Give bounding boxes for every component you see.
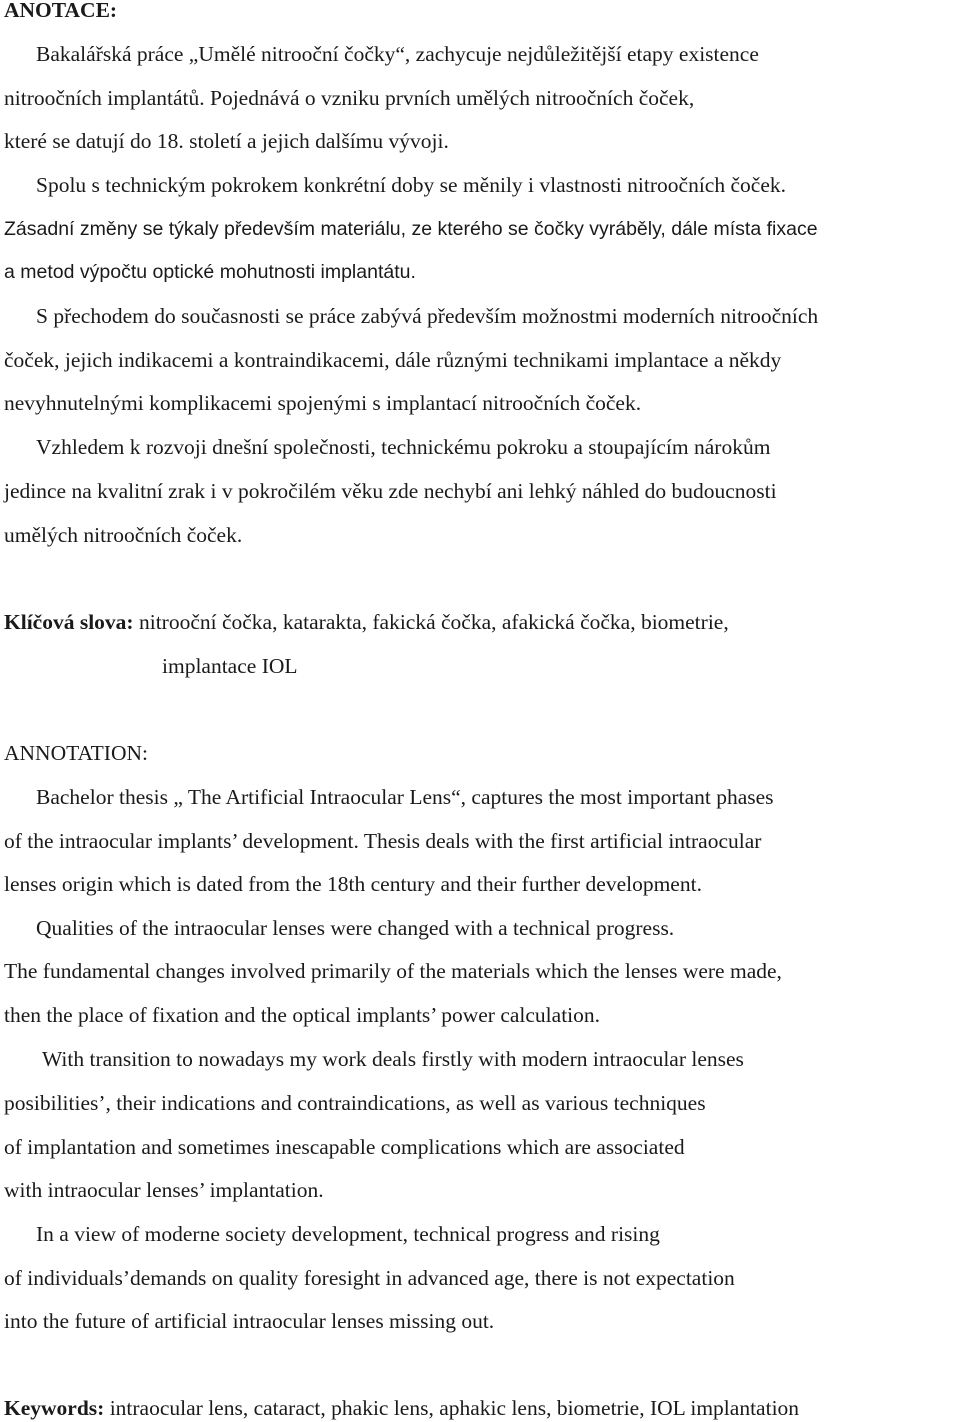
anotace-line: nitroočních implantátů. Pojednává o vzniku prvních umělých nitroočních čoček,: [4, 86, 695, 110]
keywords-text: intraocular lens, cataract, phakic lens, aphakic lens, biometrie, IOL implantation: [104, 1396, 800, 1420]
anotace-line: Spolu s technickým pokrokem konkrétní doby se měnily i vlastnosti nitroočních čoček.: [36, 173, 786, 197]
klicova-slova-line: [4, 608, 729, 636]
keywords-label: Keywords:: [4, 1396, 105, 1420]
annotation-line: posibilities’, their indications and contraindications, as well as various techniques: [4, 1091, 706, 1115]
anotace-heading: ANOTACE:: [4, 0, 118, 22]
anotace-line: S přechodem do současnosti se práce zabývá především možnostmi moderních nitroočních: [36, 304, 819, 328]
anotace-line: nevyhnutelnými komplikacemi spojenými s implantací nitroočních čoček.: [4, 391, 642, 415]
annotation-line: with intraocular lenses’ implantation.: [4, 1178, 324, 1202]
anotace-line: které se datují do 18. století a jejich dalšímu vývoji.: [4, 129, 449, 153]
annotation-line: With transition to nowadays my work deals firstly with modern intraocular lenses: [42, 1047, 744, 1071]
annotation-line: In a view of moderne society development, technical progress and rising: [36, 1222, 660, 1246]
klicova-slova-line2: implantace IOL: [162, 654, 298, 678]
annotation-line: Bachelor thesis „ The Artificial Intraocular Lens“, captures the most important phases: [36, 785, 774, 809]
annotation-line: then the place of fixation and the optical implants’ power calculation.: [4, 1003, 601, 1027]
annotation-line: of the intraocular implants’ development. Thesis deals with the first artificial intraocular: [4, 829, 762, 853]
anotace-line: jedince na kvalitní zrak i v pokročilém věku zde nechybí ani lehký náhled do budoucnosti: [4, 479, 777, 503]
annotation-line: The fundamental changes involved primarily of the materials which the lenses were made,: [4, 959, 782, 983]
anotace-line: a metod výpočtu optické mohutnosti implantátu.: [4, 261, 416, 283]
keywords-line: [4, 1394, 799, 1422]
annotation-line: of individuals’demands on quality foresight in advanced age, there is not expectation: [4, 1266, 735, 1290]
annotation-heading: ANNOTATION:: [4, 741, 148, 765]
annotation-line: Qualities of the intraocular lenses were changed with a technical progress.: [36, 916, 675, 940]
klicova-slova-label: Klíčová slova:: [4, 610, 134, 634]
annotation-line: of implantation and sometimes inescapable complications which are associated: [4, 1135, 685, 1159]
anotace-line: Vzhledem k rozvoji dnešní společnosti, technickému pokroku a stoupajícím nárokům: [36, 435, 771, 459]
annotation-line: lenses origin which is dated from the 18th century and their further development.: [4, 872, 702, 896]
klicova-slova-text: nitrooční čočka, katarakta, fakická čočka, afakická čočka, biometrie,: [133, 610, 729, 634]
annotation-line: into the future of artificial intraocular lenses missing out.: [4, 1309, 495, 1333]
anotace-line: Zásadní změny se týkaly především materiálu, ze kterého se čočky vyráběly, dále místa fixace: [4, 218, 818, 240]
anotace-line: umělých nitroočních čoček.: [4, 523, 243, 547]
anotace-line: čoček, jejich indikacemi a kontraindikacemi, dále různými technikami implantace a někdy: [4, 348, 782, 372]
anotace-line: Bakalářská práce „Umělé nitrooční čočky“, zachycuje nejdůležitější etapy existence: [36, 42, 759, 66]
